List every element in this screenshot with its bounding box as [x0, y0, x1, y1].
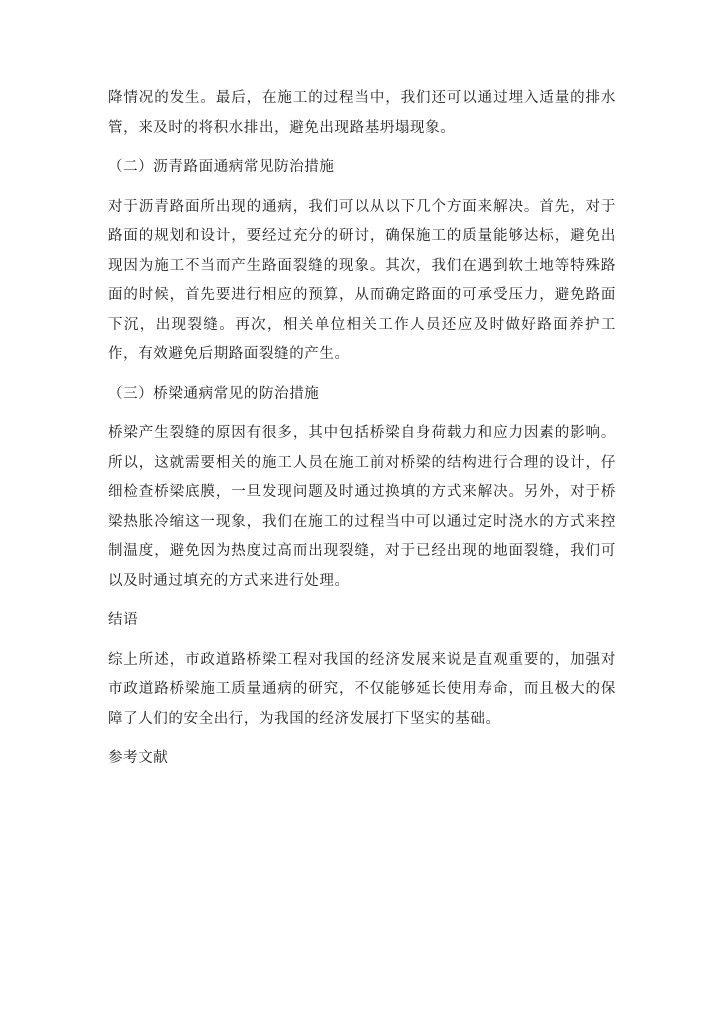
section-heading-references: 参考文献 [108, 750, 169, 766]
section-heading-asphalt: （二）沥青路面通病常见防治措施 [108, 159, 335, 175]
document-page [108, 84, 616, 774]
paragraph-conclusion: 综上所述，市政道路桥梁工程对我国的经济发展来说是直观重要的，加强对市政道路桥梁施工质量通病的研究，不仅能够延长使用寿命，而且极大的保障了人们的安全出行，为我国的经济发展打下坚实的基础。 [108, 651, 616, 727]
section-heading-conclusion: 结语 [108, 612, 139, 628]
section-heading-bridge: （三）桥梁通病常见的防治措施 [108, 385, 320, 402]
paragraph-asphalt: 对于沥青路面所出现的通病，我们可以从以下几个方面来解决。首先，对于路面的规划和设计，要经过充分的研讨，确保施工的质量能够达标，避免出现因为施工不当而产生路面裂缝的现象。其次，我们在遇到软土地等特殊路面的时候，首先要进行相应的预算，从而确定路面的可承受压力，避免路面下沉，出现裂缝。再次，相关单位相关工作人员还应及时做好路面养护工作，有效避免后期路面裂缝的产生。 [108, 198, 616, 362]
paragraph-bridge: 桥梁产生裂缝的原因有很多，其中包括桥梁自身荷载力和应力因素的影响。所以，这就需要相关的施工人员在施工前对桥梁的结构进行合理的设计，仔细检查桥梁底膜，一旦发现问题及时通过换填的方式来解决。另外，对于桥梁热胀冷缩这一现象，我们在施工的过程当中可以通过定时浇水的方式来控制温度，避免因为热度过高而出现裂缝，对于已经出现的地面裂缝，我们可以及时通过填充的方式来进行处理。 [108, 425, 616, 589]
paragraph-continued: 降情况的发生。最后，在施工的过程当中，我们还可以通过埋入适量的排水管，来及时的将积水排出，避免出现路基坍塌现象。 [108, 90, 616, 136]
